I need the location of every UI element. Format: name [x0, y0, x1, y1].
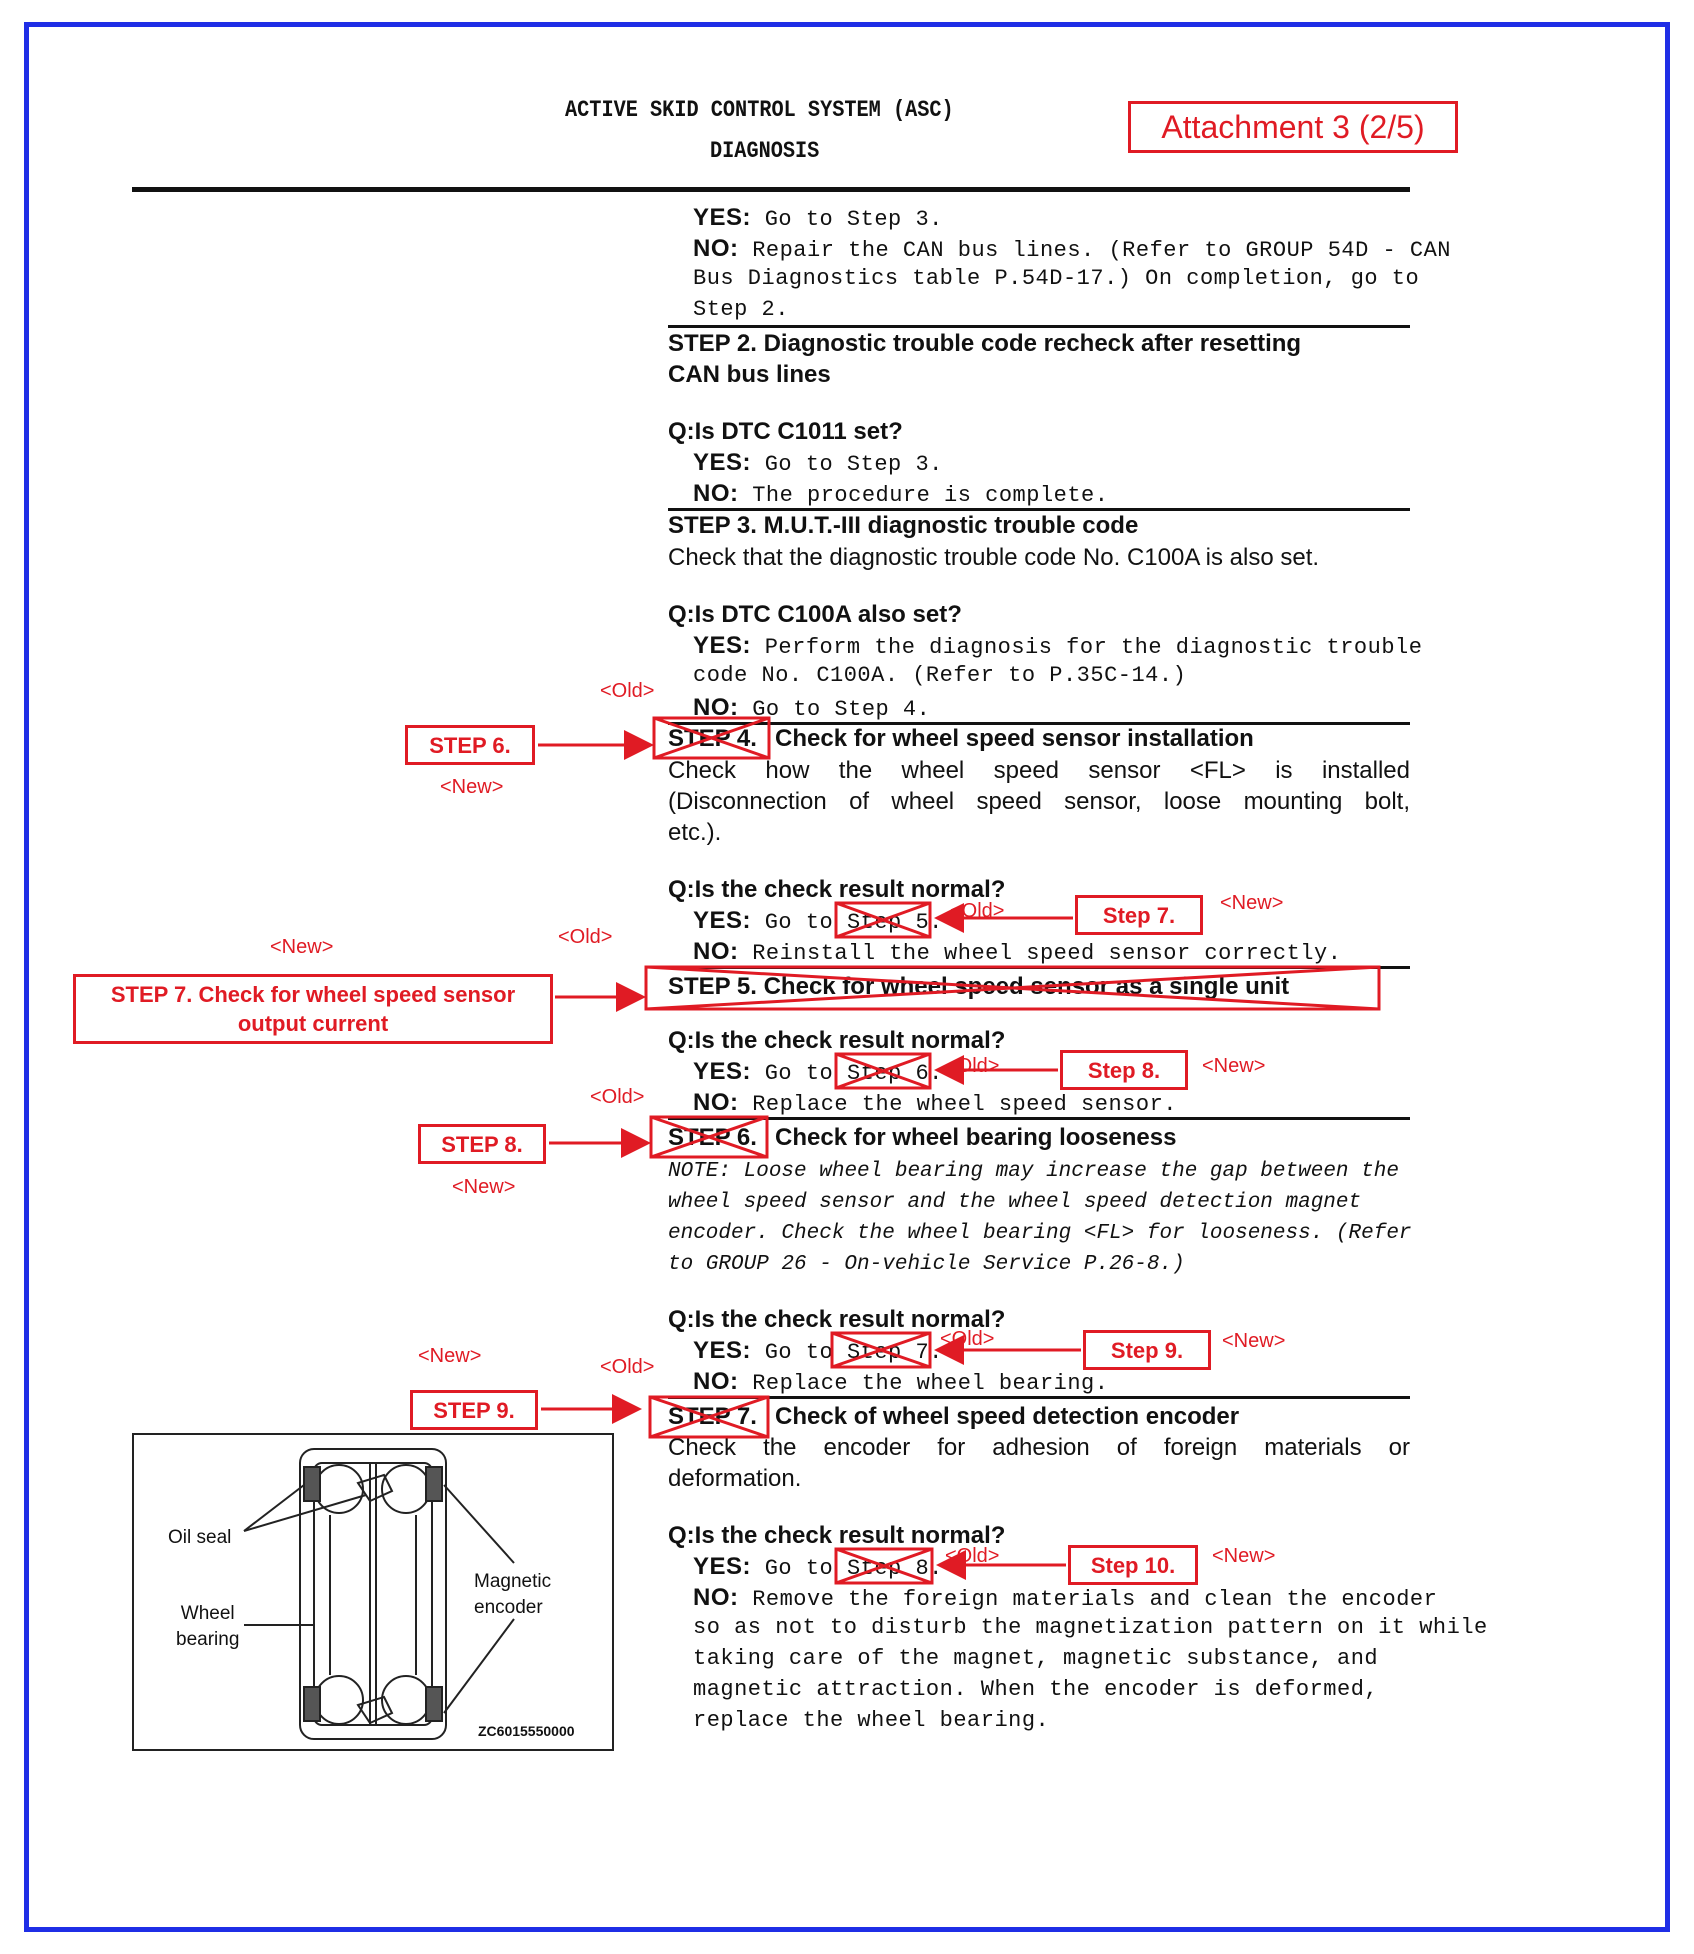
new-tag: <New> — [1202, 1055, 1266, 1077]
step7-no-line4: magnetic attraction. When the encoder is deformed, — [693, 1677, 1379, 1702]
step5-old-step: Step 6. — [846, 1061, 943, 1086]
goto-step8-box: Step 8. — [1060, 1050, 1188, 1090]
step7-no-line2: so as not to disturb the magnetization pattern on it while — [693, 1615, 1488, 1640]
old-tag: <Old> — [945, 1545, 1000, 1567]
new-tag: <New> — [440, 776, 504, 798]
step6-number: STEP 6. — [668, 1124, 757, 1151]
old-tag: <Old> — [600, 680, 655, 702]
new-tag: <New> — [1220, 892, 1284, 914]
step4-body: Check how the wheel speed sensor <FL> is installed — [668, 757, 1410, 784]
step7-title: Check of wheel speed detection encoder — [775, 1403, 1240, 1430]
step6-title: Check for wheel bearing looseness — [775, 1124, 1177, 1151]
step4-old-step: Step 5. — [846, 910, 943, 935]
step3-body: Check that the diagnostic trouble code No. C100A is also set. — [668, 544, 1320, 571]
step7-no-line5: replace the wheel bearing. — [693, 1708, 1050, 1733]
step7-old-step: Step 8. — [846, 1556, 943, 1581]
step7-number: STEP 7. — [668, 1403, 757, 1430]
new-tag: <New> — [1212, 1545, 1276, 1567]
step6-old-step: Step 7. — [846, 1340, 943, 1365]
step6-note-line4: to GROUP 26 - On-vehicle Service P.26-8.) — [668, 1253, 1185, 1276]
new-tag: <New> — [270, 936, 334, 958]
new-step6-box: STEP 6. — [405, 725, 535, 765]
step4-body-line2: (Disconnection of wheel speed sensor, loose mounting bolt, — [668, 788, 1410, 815]
old-tag: <Old> — [940, 1328, 995, 1350]
new-tag: <New> — [1222, 1330, 1286, 1352]
step3-yes-line2: code No. C100A. (Refer to P.35C-14.) — [693, 663, 1187, 688]
step1-no: NO: Repair the CAN bus lines. (Refer to GROUP 54D - CAN — [693, 235, 1452, 263]
step6-note-line3: encoder. Check the wheel bearing <FL> for looseness. (Refer — [668, 1222, 1412, 1245]
step4-no: NO: Reinstall the wheel speed sensor correctly. — [693, 938, 1342, 966]
step1-no-line2: Bus Diagnostics table P.54D-17.) On completion, go to — [693, 266, 1420, 291]
step4-number: STEP 4. — [668, 725, 757, 752]
step3-question: Q:Is DTC C100A also set? — [668, 601, 962, 628]
old-tag: <Old> — [945, 1055, 1000, 1077]
step4-question: Q:Is the check result normal? — [668, 876, 1006, 903]
step7-no: NO: Remove the foreign materials and clean the encoder — [693, 1584, 1438, 1612]
step6-no: NO: Replace the wheel bearing. — [693, 1368, 1109, 1396]
step3-yes: YES: Perform the diagnosis for the diagnostic trouble — [693, 632, 1423, 660]
step2-title-line2: CAN bus lines — [668, 361, 831, 388]
step2-title: STEP 2. Diagnostic trouble code recheck after resetting — [668, 330, 1302, 357]
step7-no-line3: taking care of the magnet, magnetic substance, and — [693, 1646, 1379, 1671]
document-title: ACTIVE SKID CONTROL SYSTEM (ASC) — [565, 97, 954, 123]
step3-no: NO: Go to Step 4. — [693, 694, 931, 722]
step4-yes: YES: Go to Step 5. — [693, 907, 943, 935]
step6-yes: YES: Go to Step 7. — [693, 1337, 943, 1365]
new-step7-title: STEP 7. Check for wheel speed sensor — [110, 982, 516, 1007]
new-tag: <New> — [452, 1176, 516, 1198]
step2-question: Q:Is DTC C1011 set? — [668, 418, 903, 445]
goto-step7-box: Step 7. — [1075, 895, 1203, 935]
step2-no: NO: The procedure is complete. — [693, 480, 1109, 508]
magnetic-label: Magnetic — [474, 1571, 552, 1592]
attachment-badge: Attachment 3 (2/5) — [1128, 101, 1458, 153]
old-tag: <Old> — [590, 1086, 645, 1108]
step7-body: Check the encoder for adhesion of foreign materials or — [668, 1434, 1410, 1461]
old-tag: <Old> — [600, 1356, 655, 1378]
magnetic-encoder-label — [474, 1569, 551, 1621]
goto-step9-box: Step 9. — [1083, 1330, 1211, 1370]
step6-question: Q:Is the check result normal? — [668, 1306, 1006, 1333]
step1-yes: YES: Go to Step 3. — [693, 204, 943, 232]
bearing-label: bearing — [176, 1629, 240, 1650]
goto-step10-box: Step 10. — [1068, 1545, 1198, 1585]
step7-question: Q:Is the check result normal? — [668, 1522, 1006, 1549]
new-tag: <New> — [418, 1345, 482, 1367]
step5-question: Q:Is the check result normal? — [668, 1027, 1006, 1054]
step4-title: Check for wheel speed sensor installation — [775, 725, 1254, 752]
oil-seal-label: Oil seal — [168, 1527, 232, 1548]
wheel-label: Wheel — [180, 1603, 235, 1624]
step7-yes: YES: Go to Step 8. — [693, 1553, 943, 1581]
step4-body-line3: etc.). — [668, 819, 722, 846]
figure-code: ZC6015550000 — [478, 1723, 575, 1739]
wheel-bearing-figure — [132, 1433, 614, 1751]
old-tag: <Old> — [558, 926, 613, 948]
document-subtitle: DIAGNOSIS — [710, 138, 820, 164]
step1-no-line3: Step 2. — [693, 297, 789, 322]
wheel-bearing-label — [176, 1601, 239, 1653]
encoder-label: encoder — [474, 1597, 543, 1618]
new-step7-title-line2: output current — [237, 1011, 389, 1036]
step5-no: NO: Replace the wheel speed sensor. — [693, 1089, 1177, 1117]
step5-yes: YES: Go to Step 6. — [693, 1058, 943, 1086]
old-tag: <Old> — [950, 900, 1005, 922]
step3-title: STEP 3. M.U.T.-III diagnostic trouble code — [668, 512, 1139, 539]
step5-title: STEP 5. Check for wheel speed sensor as a single unit — [668, 973, 1290, 1000]
new-step9-box: STEP 9. — [410, 1390, 538, 1430]
step7-body-line2: deformation. — [668, 1465, 802, 1492]
step6-note: NOTE: Loose wheel bearing may increase the gap between the — [668, 1160, 1399, 1183]
new-step8-box: STEP 8. — [418, 1124, 546, 1164]
step2-yes: YES: Go to Step 3. — [693, 449, 943, 477]
step6-note-line2: wheel speed sensor and the wheel speed detection magnet — [668, 1191, 1362, 1214]
